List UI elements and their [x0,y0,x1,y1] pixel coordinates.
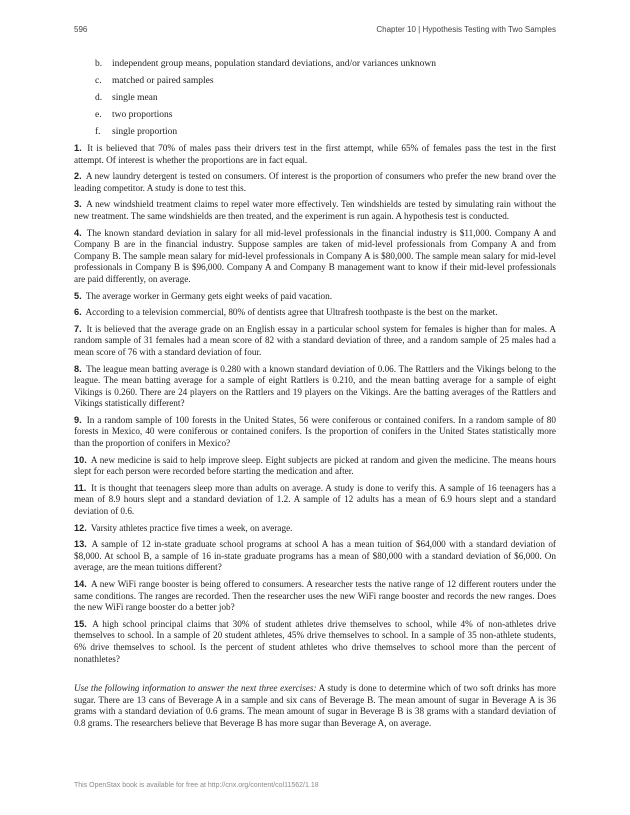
exercise-item [74,455,556,478]
exercise-item [74,364,556,410]
exercise-number: 12. [74,522,87,533]
exercise-item [74,199,556,222]
exercise-item [74,143,556,166]
page-number: 596 [74,25,88,34]
exercise-item [74,228,556,286]
exercise-text: It is believed that the average grade on an English essay in a particular school system for females is higher than for males. A random sample of 31 females had a mean score of 82 with a standard deviation of three, and a random sample of 25 males had a mean score of 76 with a standard deviation of four. [74,323,556,357]
option-letter: d. [95,93,103,103]
exercise-text: In a random sample of 100 forests in the United States, 56 were coniferous or contained conifers. In a random sample of 80 forests in Mexico, 40 were coniferous or contained conifers. Is the proportion of conifers in the United States statistically more than the proportion of conifers in Mexico? [74,414,556,449]
exercise-number: 13. [74,539,87,550]
exercise-text: It is believed that 70% of males pass their drivers test in the first attempt, while 65% of females pass the test in the first attempt. Of interest is whether the proportions are in fact equal. [74,143,556,165]
exercise-text: It is thought that teenagers sleep more than adults on average. A study is done to verify this. A sample of 16 teenagers has a mean of 8.9 hours slept and a standard deviation of 1.2. A sample of 12 adults has a mean of 6.9 hours slept and a standard deviation of 0.6. [74,482,556,517]
exercise-list [74,143,556,665]
exercise-number: 1. [74,143,82,153]
option-text: independent group means, population standard deviations, and/or variances unknown [112,59,436,69]
exercise-number: 7. [74,323,82,334]
page-content [74,58,556,739]
chapter-title: Chapter 10 | Hypothesis Testing with Two Samples [376,25,556,34]
option-text: matched or paired samples [112,76,214,86]
exercise-item [74,171,556,194]
exercise-text: A new medicine is said to help improve sleep. Eight subjects are picked at random and given the medicine. The means hours slept for each person were recorded before starting the medication and after. [74,454,556,477]
exercise-text: The average worker in Germany gets eight weeks of paid vacation. [85,290,332,301]
exercise-intro [74,683,556,729]
option-text: two proportions [112,110,173,120]
answer-option [74,58,556,70]
exercise-number: 2. [74,171,82,182]
answer-options-list [74,58,556,138]
exercise-item [74,619,556,665]
exercise-item [74,539,556,574]
option-letter: b. [95,59,103,69]
exercise-item [74,523,556,535]
answer-option [74,109,556,121]
exercise-text: A new windshield treatment claims to repel water more effectively. Ten windshields are tested by simulating rain without the new treatment. The same windshields are then treated, and the experiment is run again. A hypothesis test is conducted. [74,199,556,221]
exercise-number: 5. [74,290,82,301]
exercise-item [74,483,556,518]
exercise-number: 11. [74,482,87,493]
exercise-text: A high school principal claims that 30% of student athletes drive themselves to school, while 4% of non-athletes drive themselves to school. In a sample of 20 student athletes, 45% drive themselves to school. In a sample of 35 non-athlete students, 6% drive themselves to school. Is the percent of student athletes who drive themselves to school more than the percent of nonathletes? [74,618,556,664]
exercise-text: Varsity athletes practice five times a week, on average. [90,522,293,533]
option-letter: e. [95,110,102,120]
footer-note: This OpenStax book is available for free at http://cnx.org/content/col11562/1.18 [74,782,319,789]
exercise-text: The league mean batting average is 0.280 with a known standard deviation of 0.06. The Rattlers and the Vikings belong to the league. The mean batting average for a sample of eight Rattlers is 0.210, and the mean batting average for a sample of eight Vikings is 0.260. There are 24 players on the Rattlers and 19 players on the Vikings. Are the batting averages of the Rattlers and Vikings statistically different? [74,363,556,409]
option-letter: f. [95,127,101,137]
option-letter: c. [95,76,102,86]
exercise-item [74,579,556,614]
intro-text: A study is done to determine which of two soft drinks has more sugar. There are 13 cans of Beverage A in a sample and six cans of Beverage B. The mean amount of sugar in Beverage A is 36 grams with a standard deviation of 0.6 grams. The mean amount of sugar in Beverage B is 38 grams with a standard deviation of 0.8 grams. The researchers believe that Beverage B has more sugar than Beverage A, on average. [74,683,556,728]
exercise-item [74,307,556,319]
exercise-number: 14. [74,579,87,589]
exercise-number: 6. [74,307,82,318]
option-text: single proportion [112,127,178,137]
exercise-item [74,291,556,303]
exercise-text: A new WiFi range booster is being offered to consumers. A researcher tests the native range of 12 different routers under the same conditions. The ranges are recorded. Then the researcher uses the new WiFi range booster and records the new ranges. Does the new WiFi range booster do a better job? [74,579,556,613]
exercise-text: According to a television commercial, 80% of dentists agree that Ultrafresh toothpaste is the best on the market. [85,307,498,318]
answer-option [74,126,556,138]
exercise-item [74,415,556,450]
exercise-number: 8. [74,363,82,374]
exercise-text: A new laundry detergent is tested on consumers. Of interest is the proportion of consumers who prefer the new brand over the leading competitor. A study is done to test this. [74,171,556,193]
exercise-text: The known standard deviation in salary for all mid-level professionals in the financial industry is $11,000. Company A and Company B are in the financial industry. Suppose samples are taken of mid-level professionals from Company A and from Company B. The sample mean salary for mid-level professionals in Company A is $80,000. The sample mean salary for mid-level professionals in Company B is $96,000. Company A and Company B management want to know if their mid-level professionals are paid differently, on average. [74,227,557,284]
exercise-item [74,324,556,359]
intro-lead: Use the following information to answer the next three exercises: [74,683,317,694]
exercise-number: 4. [74,227,82,238]
exercise-number: 9. [74,414,82,425]
exercise-text: A sample of 12 in-state graduate school programs at school A has a mean tuition of $64,000 with a standard deviation of $8,000. At school B, a sample of 16 in-state graduate programs has a mean of $80,000 with a standard deviation of $6,000. On average, are the mean tuitions different? [74,539,556,573]
exercise-number: 15. [74,618,87,629]
answer-option [74,92,556,104]
exercise-number: 3. [74,199,82,210]
answer-option [74,75,556,87]
option-text: single mean [112,93,158,103]
exercise-number: 10. [74,454,87,465]
